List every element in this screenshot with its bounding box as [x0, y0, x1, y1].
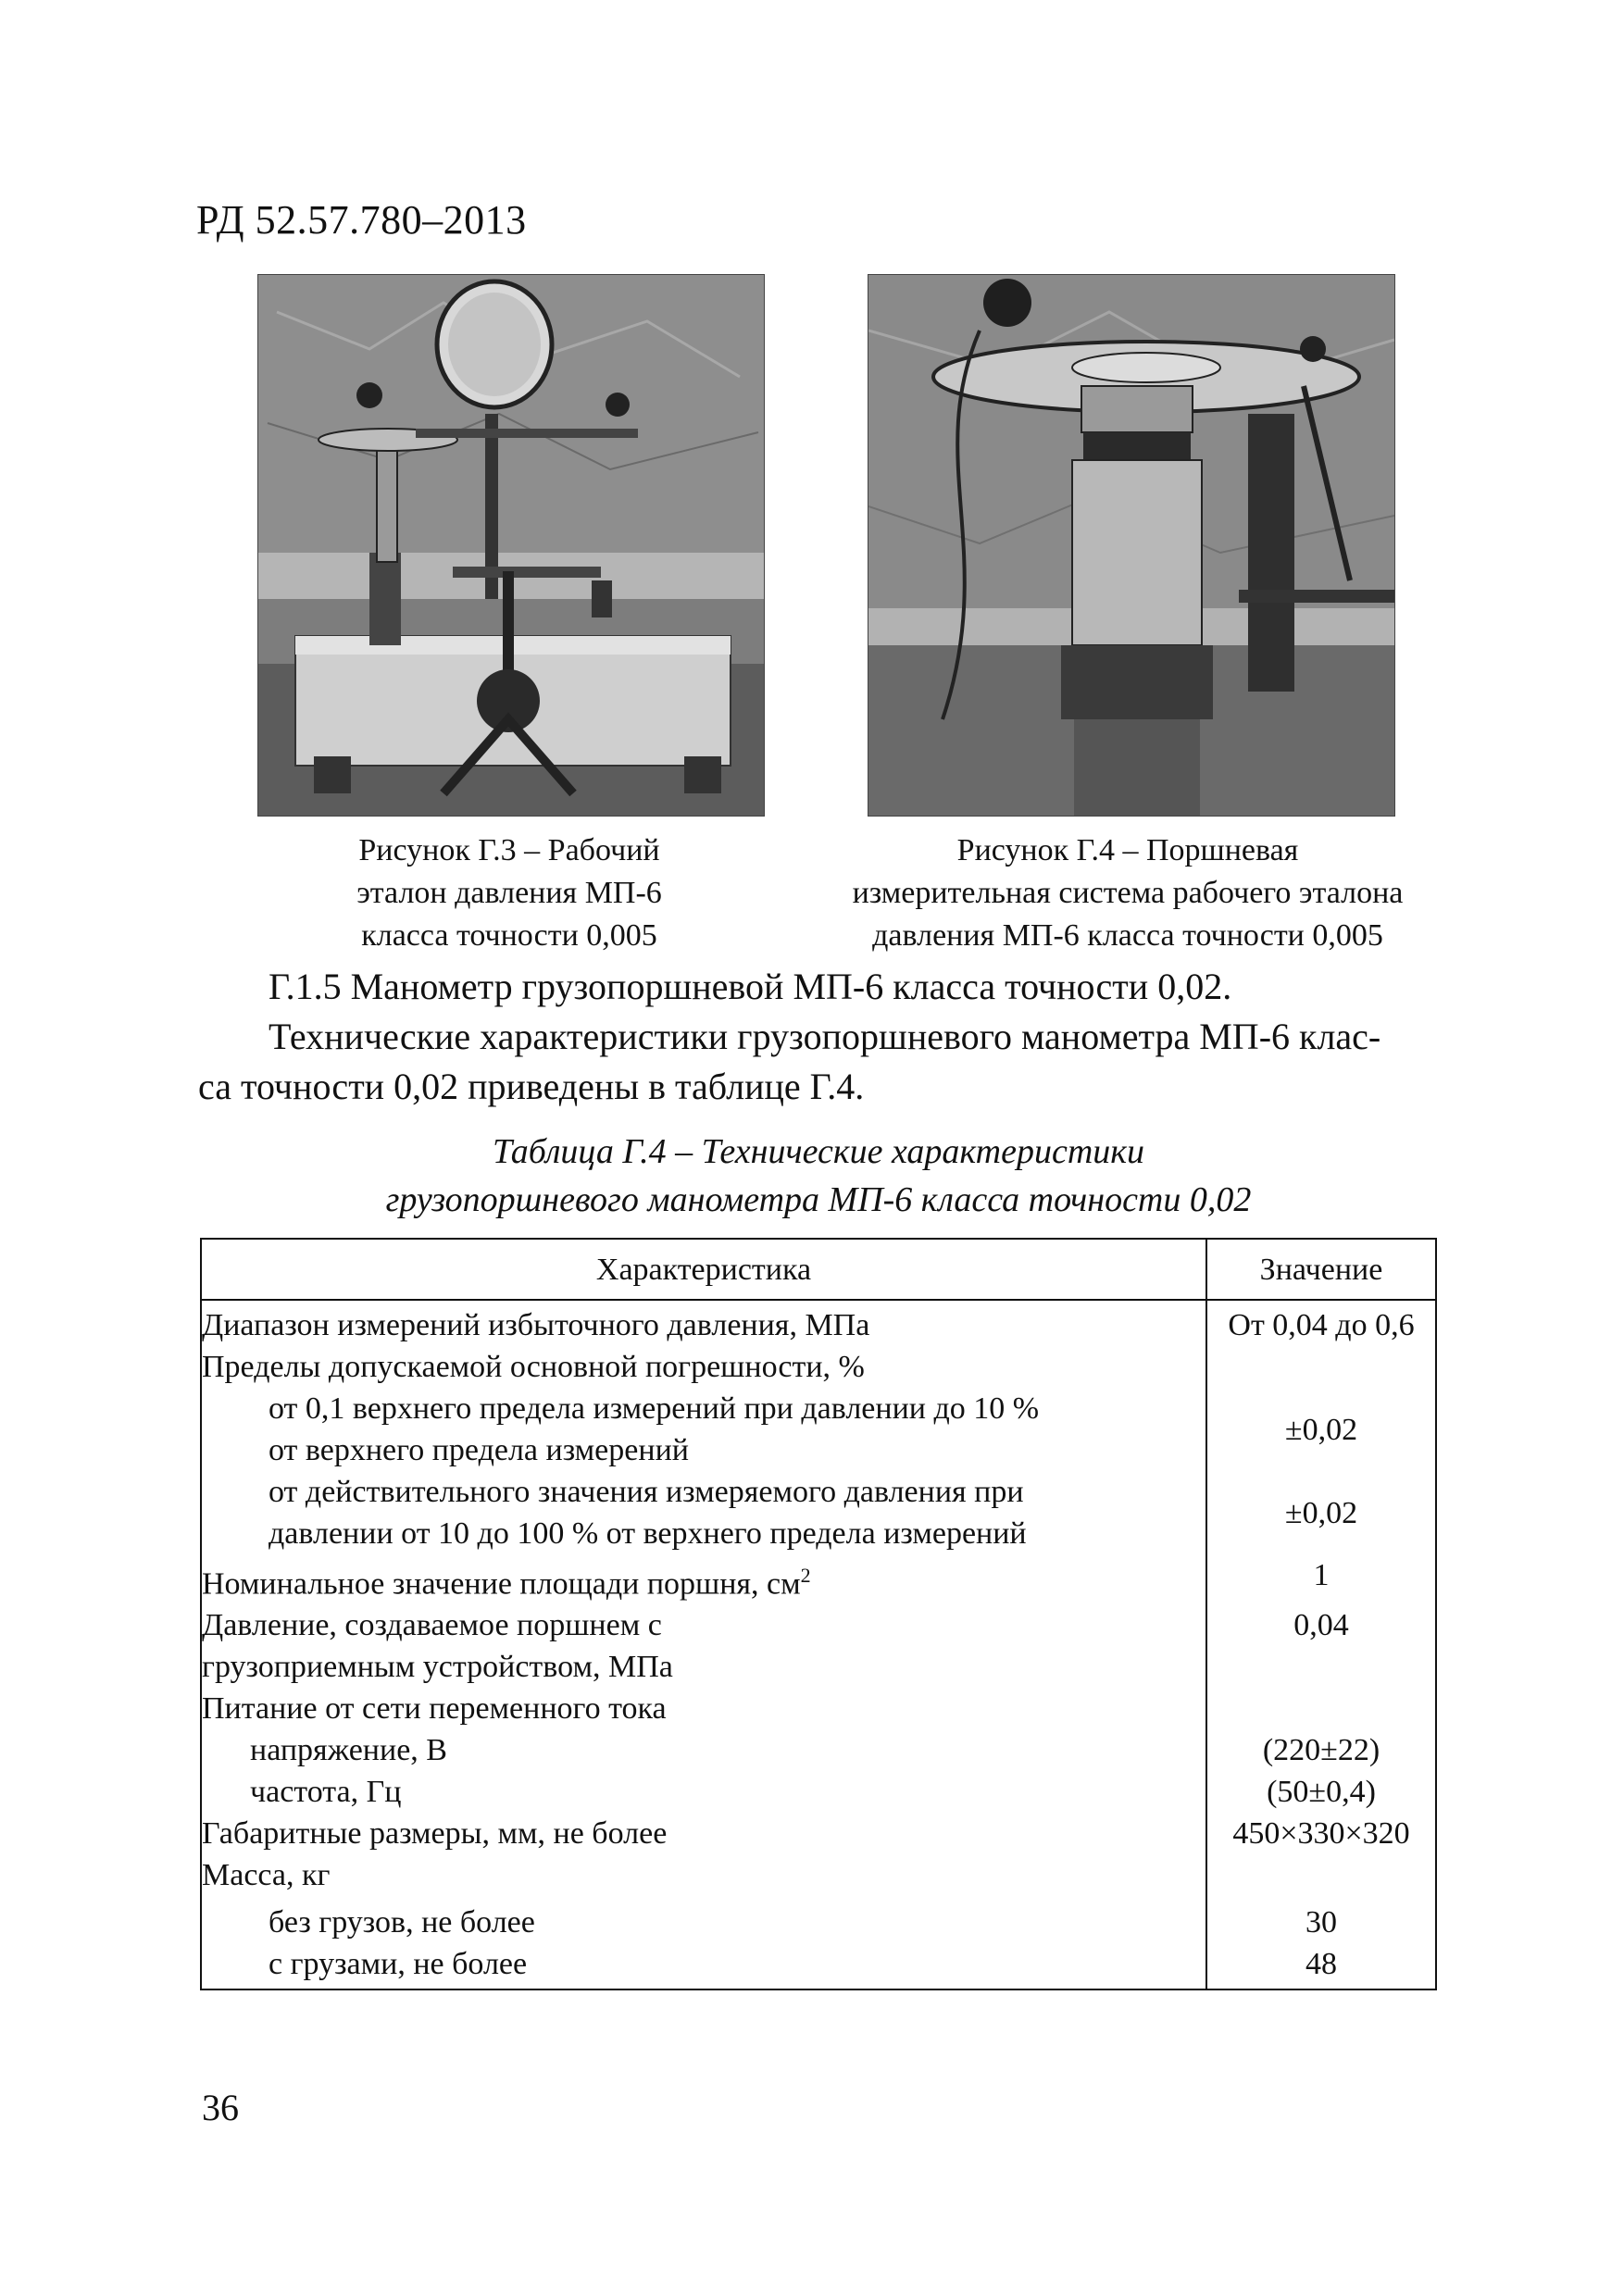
column-header-value: Значение: [1206, 1239, 1436, 1300]
row-char: от действительного значения измеряемого давления при давлении от 10 до 100 % от верхнего предела измерений: [269, 1475, 1027, 1551]
table-caption-line2: грузопоршневого манометра МП-6 класса точности 0,02: [385, 1180, 1252, 1219]
row-char: от 0,1 верхнего предела измерений при давлении до 10 % от верхнего предела измерений: [269, 1391, 1040, 1467]
row-value: [1206, 1688, 1436, 1729]
table-row: [201, 1813, 1436, 1854]
section-text-line1: Технические характеристики грузопоршневого манометра МП-6 клас-: [269, 1016, 1381, 1057]
figure-g3-caption: [278, 829, 741, 957]
table-row: [201, 1471, 1436, 1554]
caption-line: класса точности 0,005: [361, 918, 657, 953]
row-value: 450×330×320: [1206, 1813, 1436, 1854]
row-char: Масса, кг: [202, 1858, 331, 1893]
piston-system-image: [868, 275, 1394, 816]
caption-line: давления МП-6 класса точности 0,005: [872, 918, 1383, 953]
table-row: [201, 1943, 1436, 1989]
row-value: 48: [1206, 1943, 1436, 1989]
row-value: (50±0,4): [1206, 1771, 1436, 1813]
row-value: [1206, 1854, 1436, 1896]
figure-g4-photo: [868, 274, 1395, 817]
caption-line: измерительная система рабочего эталона: [852, 876, 1404, 910]
table-row: [201, 1604, 1436, 1688]
table-header-row: [201, 1239, 1436, 1300]
table-row: [201, 1300, 1436, 1346]
caption-line: Рисунок Г.4 – Поршневая: [956, 833, 1299, 867]
table-row: [201, 1729, 1436, 1771]
table-caption-line1: Таблица Г.4 – Технические характеристики: [492, 1132, 1145, 1171]
caption-line: эталон давления МП-6: [356, 876, 662, 910]
column-header-characteristic: Характеристика: [201, 1239, 1206, 1300]
row-char: Питание от сети переменного тока: [202, 1691, 667, 1727]
caption-line: Рисунок Г.3 – Рабочий: [358, 833, 660, 867]
pressure-standard-image: [258, 275, 764, 816]
row-char: Габаритные размеры, мм, не более: [202, 1816, 668, 1852]
row-char: [201, 1554, 1206, 1604]
table-row: [201, 1388, 1436, 1471]
table-row: [201, 1346, 1436, 1388]
row-value: [1206, 1346, 1436, 1388]
row-char: частота, Гц: [250, 1775, 402, 1810]
row-char-sup: 2: [800, 1564, 811, 1587]
document-code: РД 52.57.780–2013: [196, 197, 527, 243]
figure-g4-caption: [804, 829, 1452, 957]
row-char: напряжение, В: [250, 1733, 447, 1768]
table-row: [201, 1688, 1436, 1729]
table-row: [201, 1854, 1436, 1896]
table-caption: [200, 1128, 1437, 1224]
row-char: Давление, создаваемое поршнем с грузоприемным устройством, МПа: [202, 1608, 673, 1685]
row-value: 0,04: [1206, 1604, 1436, 1688]
section-heading: Г.1.5 Манометр грузопоршневой МП-6 класса точности 0,02.: [269, 966, 1232, 1007]
row-value: ±0,02: [1206, 1471, 1436, 1554]
row-char: с грузами, не более: [269, 1947, 528, 1982]
section-text-line2: са точности 0,02 приведены в таблице Г.4.: [198, 1066, 865, 1107]
row-value: 1: [1206, 1554, 1436, 1604]
row-char: Пределы допускаемой основной погрешности, %: [202, 1350, 865, 1384]
row-value: От 0,04 до 0,6: [1206, 1300, 1436, 1346]
row-value: 30: [1206, 1896, 1436, 1943]
row-value: (220±22): [1206, 1729, 1436, 1771]
figure-g3-photo: [257, 274, 765, 817]
row-value: ±0,02: [1206, 1388, 1436, 1471]
table-row: [201, 1896, 1436, 1943]
specifications-table: [200, 1238, 1437, 1990]
table-row: [201, 1554, 1436, 1604]
row-char-text: Номинальное значение площади поршня, см: [202, 1566, 801, 1602]
row-char: Диапазон измерений избыточного давления, МПа: [202, 1308, 870, 1342]
page-number: 36: [202, 2087, 239, 2128]
row-char: без грузов, не более: [269, 1905, 535, 1940]
table-row: [201, 1771, 1436, 1813]
